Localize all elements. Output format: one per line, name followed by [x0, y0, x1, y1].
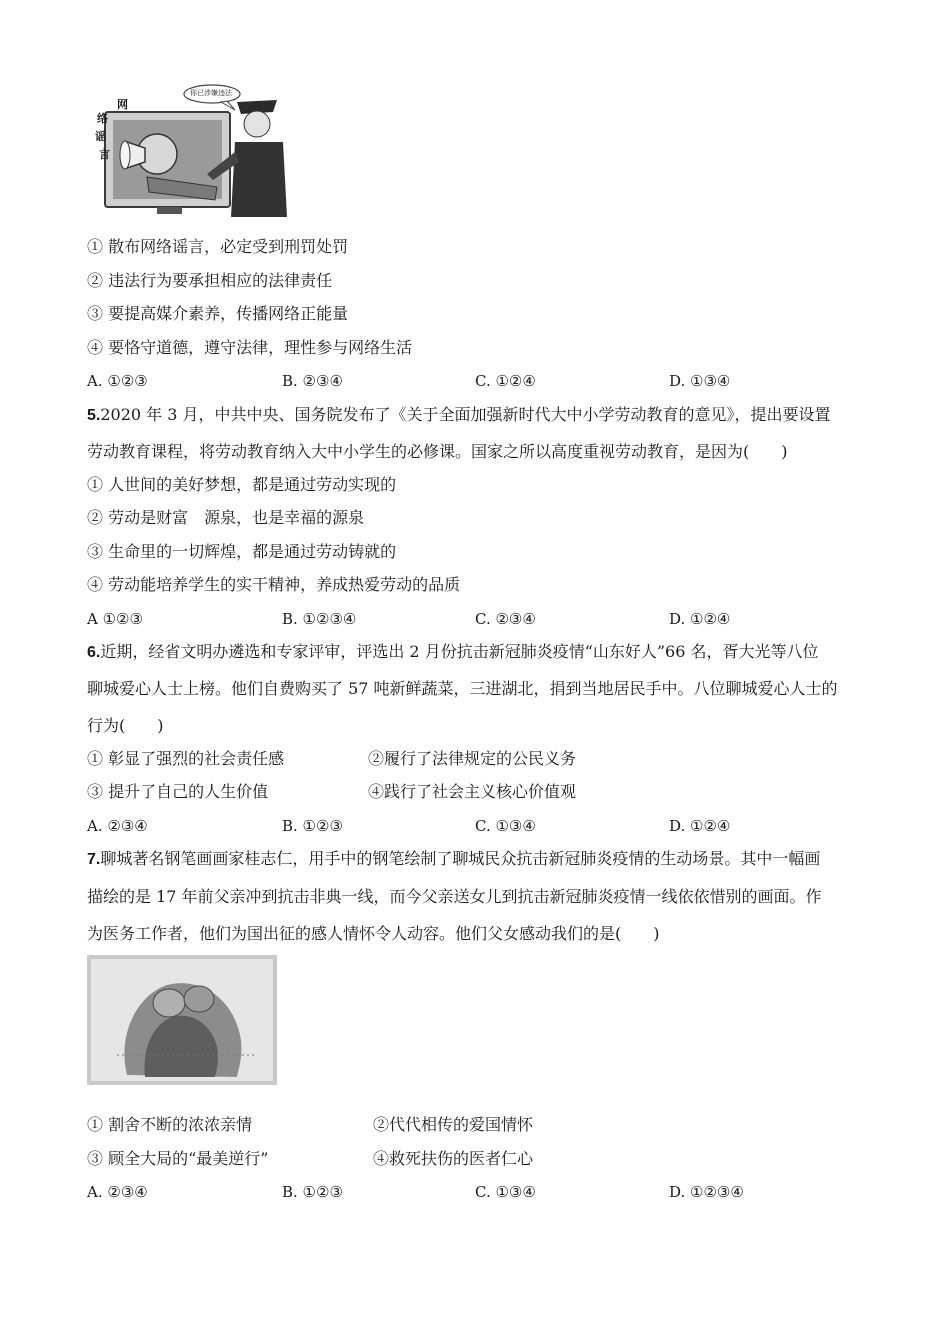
q6-item-4: ④践行了社会主义核心价值观 [368, 782, 577, 801]
q5-item-4: ④ 劳动能培养学生的实干精神，养成热爱劳动的品质 [87, 575, 461, 594]
q5-stem-2: 劳动教育课程，将劳动教育纳入大中小学生的必修课。国家之所以高度重视劳动教育，是因为( ) [87, 442, 788, 461]
q7-item-2: ②代代相传的爱国情怀 [373, 1115, 534, 1134]
father-daughter-sketch [87, 955, 277, 1085]
rumor-cartoon [87, 82, 292, 217]
q6-stem-3: 行为( ) [87, 716, 164, 735]
q5-choice-d[interactable]: D. ①②④ [669, 610, 731, 628]
q5-choice-c[interactable]: C. ②③④ [475, 610, 536, 628]
rumor-label-4: 言 [99, 148, 110, 161]
q7-item-3: ③ 顾全大局的“最美逆行” [87, 1149, 269, 1168]
q4-choice-b[interactable]: B. ②③④ [282, 372, 343, 390]
q5-choice-a[interactable]: A ①②③ [87, 610, 143, 628]
q6-choice-b[interactable]: B. ①②③ [282, 817, 343, 835]
q5-stem-text-1: 2020 年 3 月，中共中央、国务院发布了《关于全面加强新时代大中小学劳动教育的意见》，提出要设置 [100, 405, 831, 424]
q4-item-2: ② 违法行为要承担相应的法律责任 [87, 271, 333, 290]
q6-choice-a[interactable]: A. ②③④ [87, 817, 148, 835]
q5-number: 5. [87, 407, 101, 424]
q6-item-3: ③ 提升了自己的人生价值 [87, 782, 269, 801]
q7-stem-3: 为医务工作者，他们为国出征的感人情怀令人动容。他们父女感动我们的是( ) [87, 924, 660, 943]
q6-choice-d[interactable]: D. ①②④ [669, 817, 731, 835]
q5-item-1: ① 人世间的美好梦想，都是通过劳动实现的 [87, 475, 397, 494]
q4-item-3: ③ 要提高媒介素养，传播网络正能量 [87, 304, 349, 323]
q5-item-3: ③ 生命里的一切辉煌，都是通过劳动铸就的 [87, 542, 397, 561]
rumor-label-2: 络 [97, 112, 108, 125]
q6-item-1: ① 彰显了强烈的社会责任感 [87, 749, 285, 768]
q7-stem-text-1: 聊城著名钢笔画画家桂志仁，用手中的钢笔绘制了聊城民众抗击新冠肺炎疫情的生动场景。其中一幅画 [100, 849, 821, 868]
father-daughter-drawing [87, 955, 277, 1085]
q7-stem-2: 描绘的是 17 年前父亲冲到抗击非典一线，而今父亲送女儿到抗击新冠肺炎疫情一线依依惜别的画面。作 [87, 887, 822, 906]
rumor-label-3: 谣 [95, 130, 106, 143]
q4-choice-c[interactable]: C. ①②④ [475, 372, 536, 390]
q4-item-1: ① 散布网络谣言，必定受到刑罚处罚 [87, 237, 349, 256]
q7-stem-1 [87, 848, 820, 871]
q7-number: 7. [87, 851, 101, 868]
q6-number: 6. [87, 644, 101, 661]
q4-choice-d[interactable]: D. ①③④ [669, 372, 731, 390]
q7-item-4: ④救死扶伤的医者仁心 [373, 1149, 534, 1168]
q4-choice-a[interactable]: A. ①②③ [87, 372, 148, 390]
q6-stem-text-1: 近期，经省文明办遴选和专家评审，评选出 2 月份抗击新冠肺炎疫情“山东好人”66 名，胥大光等八位 [100, 642, 819, 661]
q6-choice-c[interactable]: C. ①③④ [475, 817, 536, 835]
q6-stem-2: 聊城爱心人士上榜。他们自费购买了 57 吨新鲜蔬菜，三进湖北，捐到当地居民手中。八位聊城爱心人士的 [87, 679, 838, 698]
q5-choice-b[interactable]: B. ①②③④ [282, 610, 357, 628]
q6-stem-1 [87, 641, 819, 664]
q5-item-2: ② 劳动是财富 源泉，也是幸福的源泉 [87, 508, 365, 527]
bubble-text: 你已涉嫌违法 [190, 89, 232, 97]
q7-choice-d[interactable]: D. ①②③④ [669, 1183, 744, 1201]
q7-choice-b[interactable]: B. ①②③ [282, 1183, 343, 1201]
q6-item-2: ②履行了法律规定的公民义务 [368, 749, 577, 768]
q7-choice-a[interactable]: A. ②③④ [87, 1183, 148, 1201]
q5-stem-1 [87, 404, 831, 427]
q7-item-1: ① 割舍不断的浓浓亲情 [87, 1115, 253, 1134]
q4-item-4: ④ 要恪守道德，遵守法律，理性参与网络生活 [87, 338, 413, 357]
q7-choice-c[interactable]: C. ①③④ [475, 1183, 536, 1201]
rumor-label-1: 网 [117, 98, 128, 111]
